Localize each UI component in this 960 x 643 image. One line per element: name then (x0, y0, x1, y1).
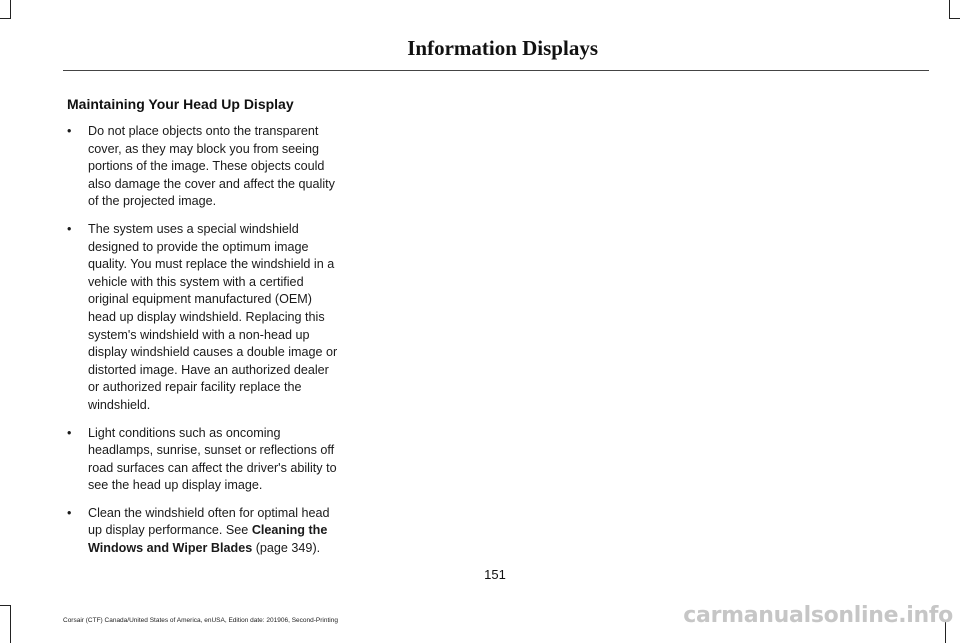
crop-mark-bottom-left-vertical (10, 605, 11, 643)
bullet-text: Do not place objects onto the transparent cover, as they may block you from seeing portions of the image. These objects could also damage the cover and affect the quality of the projected image. (88, 124, 335, 209)
page-reference: (page 349). (252, 541, 321, 556)
list-item (67, 221, 342, 415)
list-item (67, 425, 342, 495)
bullet-text: Clean the windshield often for optimal head up display performance. See (88, 505, 330, 538)
crop-mark-top-right-vertical (949, 0, 950, 18)
edition-footer: Corsair (CTF) Canada/United States of America, enUSA, Edition date: 201906, Second-Printing (63, 617, 338, 624)
cross-reference-link[interactable]: Cleaning the Windows and Wiper Blades (88, 523, 328, 556)
bullet-mark: • (67, 221, 72, 236)
chapter-title: Information Displays (407, 36, 598, 60)
page-number: 151 (484, 567, 506, 582)
list-item (67, 505, 342, 558)
bullet-mark: • (67, 124, 72, 138)
crop-mark-top-left-horizontal (0, 18, 11, 19)
crop-mark-top-left-vertical (10, 0, 11, 18)
bullet-text: Light conditions such as oncoming headlamps, sunrise, sunset or reflections off road surfaces can affect the driver's ability to see the head up display image. (88, 425, 337, 493)
crop-mark-top-right-horizontal (949, 18, 960, 19)
bullet-text: The system uses a special windshield designed to provide the optimum image quality. You must replace the windshield in a vehicle with this system with a certified original equipment manufactured (OEM) head up display windshield. Replacing this system's windshield with a non-head up display windshield causes a double image or distorted image. Have an authorized dealer or authorized repair facility replace the windshield. (88, 221, 338, 412)
header-rule (63, 70, 929, 71)
bullet-mark: • (67, 425, 72, 440)
list-item (67, 123, 342, 211)
crop-mark-bottom-left-horizontal (0, 605, 11, 606)
bullet-list (67, 123, 342, 568)
watermark-logo: carmanualsonline.info (683, 603, 953, 628)
section-heading: Maintaining Your Head Up Display (67, 96, 294, 112)
bullet-mark: • (67, 505, 72, 520)
